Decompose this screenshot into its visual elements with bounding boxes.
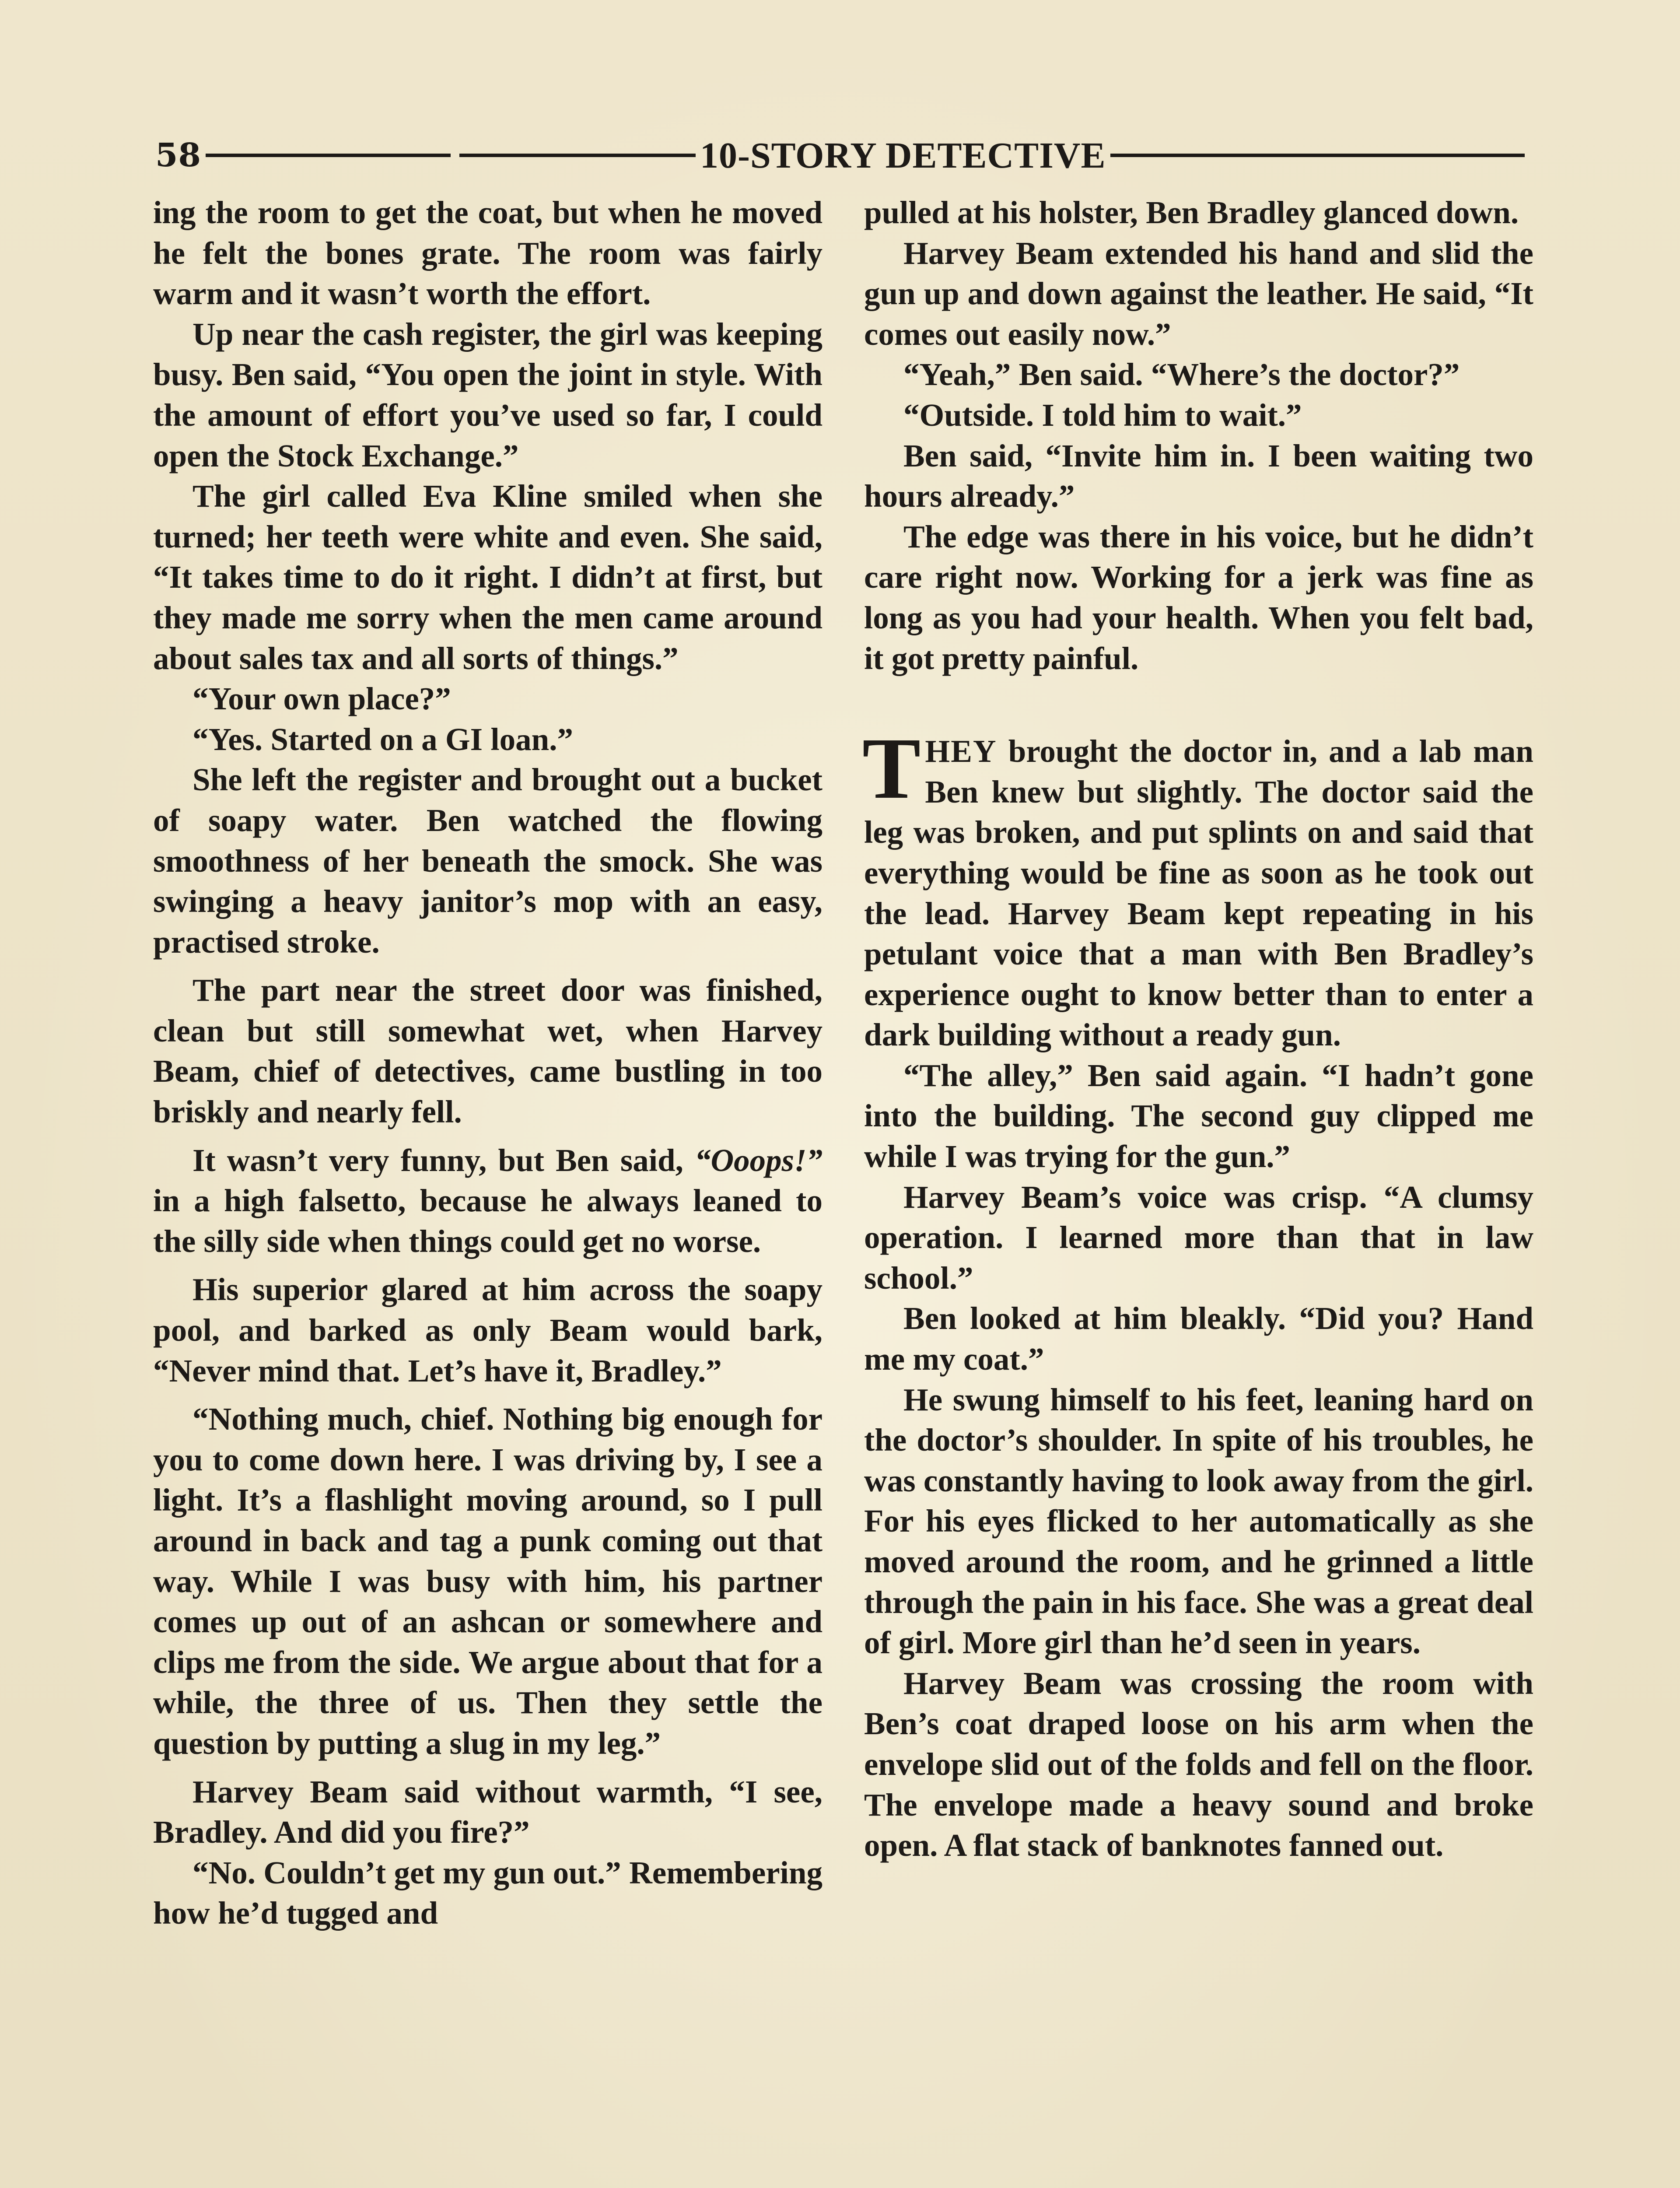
paragraph: ing the room to get the coat, but when he moved he felt the bones grate. The room was fairly warm and it wasn’t worth the effort.: [153, 195, 822, 312]
section-opening-paragraph: [862, 720, 1533, 1055]
paragraph: pulled at his holster, Ben Bradley glanced down.: [864, 195, 1519, 230]
paragraph: “Yes. Started on a GI loan.”: [192, 721, 573, 757]
header-rule-middle: [459, 154, 696, 157]
paragraph: The part near the street door was finished, clean but still somewhat wet, when Harvey Beam, chief of detectives, came bustling in too briskly and nearly fell.: [153, 972, 822, 1130]
paragraph-text: brought the doctor in, and a lab man Ben knew but slightly. The doctor said the leg was broken, and put splints on and said that everything would be fine as soon as he took out the lead. Harvey Beam kept repeating in his petulant voice that a man with Ben Bradley’s experience ought to know better than to enter a dark building without a ready gun.: [864, 733, 1533, 1053]
paragraph: “The alley,” Ben said again. “I hadn’t gone into the building. The second guy clipped me while I was trying for the gun.”: [864, 1057, 1533, 1175]
drop-cap: T: [862, 720, 921, 817]
paragraph: Harvey Beam’s voice was crisp. “A clumsy operation. I learned more than that in law school.”: [864, 1179, 1533, 1296]
paragraph: Harvey Beam extended his hand and slid the gun up and down against the leather. He said, “It comes out easily now.”: [864, 235, 1533, 352]
left-column: [153, 193, 822, 1934]
header-rule-left: [206, 154, 451, 157]
lead-caps: HEY: [925, 733, 997, 769]
ooops-exclamation: “Ooops!”: [694, 1142, 822, 1178]
paragraph: The girl called Eva Kline smiled when she turned; her teeth were white and even. She said, “It takes time to do it right. I didn’t at first, but they made me sorry when the men came around about sales tax and all sorts of things.”: [153, 478, 822, 676]
paragraph: Ben said, “Invite him in. I been waiting two hours already.”: [864, 438, 1533, 514]
paragraph: He swung himself to his feet, leaning hard on the doctor’s shoulder. In spite of his troubles, he was constantly having to look away from the girl. For his eyes flicked to her automatically as she moved around the room, and he grinned a little through the pain in his face. She was a great deal of girl. More girl than he’d seen in years.: [864, 1382, 1533, 1661]
paragraph: Harvey Beam said without warmth, “I see, Bradley. And did you fire?”: [153, 1774, 822, 1850]
paragraph: Up near the cash register, the girl was keeping busy. Ben said, “You open the joint in style. With the amount of effort you’ve used so far, I could open the Stock Exchange.”: [153, 316, 822, 473]
paragraph-text: in a high falsetto, because he always leaned to the silly side when things could get no worse.: [153, 1183, 822, 1259]
running-header: [155, 131, 1529, 179]
paragraph: The edge was there in his voice, but he didn’t care right now. Working for a jerk was fine as long as you had your health. When you felt bad, it got pretty painful.: [864, 519, 1533, 676]
magazine-title: 10-STORY DETECTIVE: [700, 135, 1106, 176]
paragraph: “Your own place?”: [192, 681, 451, 717]
paragraph: She left the register and brought out a bucket of soapy water. Ben watched the flowing smoothness of her beneath the smock. She was swinging a heavy janitor’s mop with an easy, practised stroke.: [153, 762, 822, 960]
paragraph: “Outside. I told him to wait.”: [903, 397, 1302, 433]
page-number: 58: [155, 137, 201, 174]
paragraph: “No. Couldn’t get my gun out.” Remembering how he’d tugged and: [153, 1855, 822, 1931]
paragraph-ooops: [153, 1140, 822, 1262]
header-rule-right: [1110, 154, 1525, 157]
paragraph: His superior glared at him across the soapy pool, and barked as only Beam would bark, “Never mind that. Let’s have it, Bradley.”: [153, 1272, 822, 1389]
paragraph: “Nothing much, chief. Nothing big enough for you to come down here. I was driving by, I see a light. It’s a flashlight moving around, so I pull around in back and tag a punk coming out that way. While I was busy with him, his partner comes up out of an ashcan or somewhere and clips me from the side. We argue about that for a while, the three of us. Then they settle the question by putting a slug in my leg.”: [153, 1401, 822, 1761]
paragraph: “Yeah,” Ben said. “Where’s the doctor?”: [903, 357, 1460, 393]
paragraph: Ben looked at him bleakly. “Did you? Hand me my coat.”: [864, 1301, 1533, 1377]
paragraph-text: It wasn’t very funny, but Ben said,: [192, 1142, 695, 1178]
right-column: [864, 193, 1533, 1866]
paragraph: Harvey Beam was crossing the room with Ben’s coat draped loose on his arm when the envelope slid out of the folds and fell on the floor. The envelope made a heavy sound and broke open. A flat stack of banknotes fanned out.: [864, 1665, 1533, 1863]
